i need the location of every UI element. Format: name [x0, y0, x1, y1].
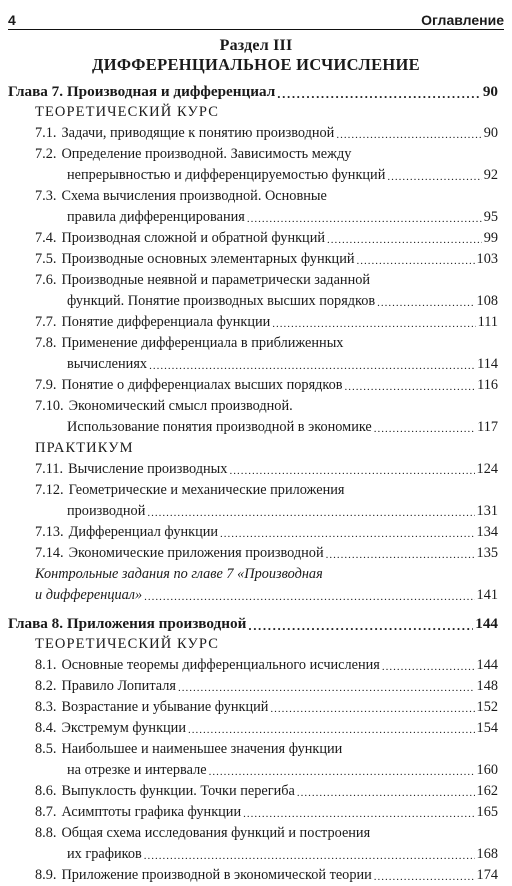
page-ref: 117	[477, 419, 498, 435]
toc-entry-7-3-cont[interactable]	[8, 207, 498, 228]
entry-title: Возрастание и убывание функций	[61, 699, 269, 715]
page-ref: 141	[476, 587, 498, 603]
control-tasks-entry[interactable]	[8, 564, 498, 585]
dot-leader	[220, 526, 475, 543]
entry-title: Производные основных элементарных функций	[61, 251, 355, 267]
dot-leader	[374, 869, 475, 886]
toc-entry-7-11[interactable]	[8, 459, 498, 480]
toc-entry-8-6[interactable]	[8, 781, 498, 802]
entry-number: 7.14.	[35, 545, 64, 561]
part-heading-practice: ПРАКТИКУМ	[35, 440, 134, 456]
entry-title: Основные теоремы дифференциального исчисления	[61, 657, 380, 673]
entry-number: 7.9.	[35, 377, 57, 393]
dot-leader	[144, 589, 474, 606]
page-ref: 168	[476, 846, 498, 862]
entry-title-cont: правила дифференцирования	[67, 209, 245, 225]
section-number: Раздел III	[219, 37, 293, 54]
running-title: Оглавление	[421, 12, 504, 28]
page-ref: 134	[476, 524, 498, 540]
page-ref: 144	[476, 657, 498, 673]
toc-entry-7-10[interactable]	[8, 396, 498, 417]
entry-number: 7.7.	[35, 314, 57, 330]
entry-title: Выпуклость функции. Точки перегиба	[61, 783, 295, 799]
entry-title: Определение производной. Зависимость между	[61, 146, 352, 162]
part-heading-theory: ТЕОРЕТИЧЕСКИЙ КУРС	[35, 104, 219, 120]
entry-number: 8.6.	[35, 783, 57, 799]
entry-title-cont: непрерывностью и дифференцируемостью функций	[67, 167, 386, 183]
entry-title: Задачи, приводящие к понятию производной	[61, 125, 335, 141]
dot-leader	[243, 806, 474, 823]
page-ref: 111	[477, 314, 498, 330]
dot-leader	[387, 169, 481, 186]
page-ref: 95	[483, 209, 498, 225]
toc-entry-7-3[interactable]	[8, 186, 498, 207]
entry-title: Схема вычисления производной. Основные	[61, 188, 327, 204]
dot-leader	[272, 316, 475, 333]
toc-entry-7-8-cont[interactable]	[8, 354, 498, 375]
entry-title-cont: Использование понятия производной в экономике	[67, 419, 372, 435]
entry-number: 7.3.	[35, 188, 57, 204]
toc-entry-8-5[interactable]	[8, 739, 498, 760]
toc-entry-7-1[interactable]	[8, 123, 498, 144]
entry-title: Дифференциал функции	[68, 524, 219, 540]
page-ref: 165	[476, 804, 498, 820]
page-ref: 160	[476, 762, 498, 778]
toc-entry-8-8[interactable]	[8, 823, 498, 844]
page-ref: 103	[476, 251, 498, 267]
dot-leader	[374, 421, 475, 438]
toc-entry-7-4[interactable]	[8, 228, 498, 249]
entry-title: Приложение производной в экономической теории	[61, 867, 372, 883]
entry-number: 7.8.	[35, 335, 57, 351]
dot-leader	[247, 211, 482, 228]
dot-leader	[178, 680, 475, 697]
toc-entry-7-7[interactable]	[8, 312, 498, 333]
entry-number: 7.4.	[35, 230, 57, 246]
dot-leader	[229, 463, 474, 480]
page-number: 4	[8, 12, 16, 28]
toc-entry-7-5[interactable]	[8, 249, 498, 270]
toc-entry-8-7[interactable]	[8, 802, 498, 823]
dot-leader	[209, 764, 475, 781]
entry-title: Производная сложной и обратной функций	[61, 230, 326, 246]
entry-title: Вычисление производных	[68, 461, 228, 477]
entry-number: 8.8.	[35, 825, 57, 841]
entry-title: Наибольшее и наименьшее значения функции	[61, 741, 343, 757]
page-ref: 90	[483, 125, 498, 141]
toc-entry-7-13[interactable]	[8, 522, 498, 543]
part-heading-theory: ТЕОРЕТИЧЕСКИЙ КУРС	[35, 636, 219, 652]
entry-number: 7.11.	[35, 461, 64, 477]
section-title: ДИФФЕРЕНЦИАЛЬНОЕ ИСЧИСЛЕНИЕ	[92, 55, 420, 74]
entry-number: 7.5.	[35, 251, 57, 267]
running-header	[8, 6, 504, 28]
control-tasks-entry-cont[interactable]	[8, 585, 498, 606]
dot-leader	[144, 848, 475, 865]
dot-leader	[336, 127, 481, 144]
dot-leader	[149, 358, 475, 375]
toc-entry-8-3[interactable]	[8, 697, 498, 718]
control-tasks-title-cont: и дифференциал»	[35, 587, 143, 603]
dot-leader	[327, 232, 482, 249]
entry-title: Экстремум функции	[61, 720, 186, 736]
entry-title-cont: вычислениях	[67, 356, 148, 372]
toc-entry-8-1[interactable]	[8, 655, 498, 676]
control-tasks-title: Контрольные задания по главе 7 «Производная	[35, 566, 323, 582]
toc-entry-8-4[interactable]	[8, 718, 498, 739]
toc-entry-8-5-cont[interactable]	[8, 760, 498, 781]
entry-number: 8.7.	[35, 804, 57, 820]
page-ref: 99	[483, 230, 498, 246]
toc-entry-7-6[interactable]	[8, 270, 498, 291]
dot-leader	[270, 701, 474, 718]
dot-leader	[297, 785, 475, 802]
dot-leader	[277, 85, 481, 102]
entry-title: Общая схема исследования функций и построения	[61, 825, 371, 841]
dot-leader	[248, 617, 473, 634]
entry-title-cont: производной	[67, 503, 146, 519]
page-ref: 124	[476, 461, 498, 477]
entry-number: 7.13.	[35, 524, 64, 540]
dot-leader	[345, 379, 476, 396]
entry-title: Применение дифференциала в приближенных	[61, 335, 344, 351]
page-ref: 131	[476, 503, 498, 519]
entry-title-cont: их графиков	[67, 846, 142, 862]
entry-title-cont: функций. Понятие производных высших порядков	[67, 293, 376, 309]
chapter-7-entry[interactable]	[8, 80, 498, 102]
toc-entry-7-8[interactable]	[8, 333, 498, 354]
page-ref: 90	[482, 83, 498, 100]
dot-leader	[326, 547, 475, 564]
toc-entry-7-12-cont[interactable]	[8, 501, 498, 522]
page-ref: 135	[476, 545, 498, 561]
entry-title: Понятие о дифференциалах высших порядков	[61, 377, 343, 393]
entry-title: Правило Лопиталя	[61, 678, 176, 694]
page-ref: 152	[476, 699, 498, 715]
entry-title: Понятие дифференциала функции	[61, 314, 271, 330]
page-ref: 148	[476, 678, 498, 694]
toc-entry-7-6-cont[interactable]	[8, 291, 498, 312]
page-ref: 174	[476, 867, 498, 883]
entry-number: 7.6.	[35, 272, 57, 288]
entry-number: 7.1.	[35, 125, 57, 141]
dot-leader	[382, 659, 475, 676]
entry-title: Экономический смысл производной.	[68, 398, 293, 414]
page-ref: 92	[483, 167, 498, 183]
toc-entry-7-14[interactable]	[8, 543, 498, 564]
entry-title: Производные неявной и параметрически заданной	[61, 272, 371, 288]
page-ref: 162	[476, 783, 498, 799]
page-ref: 154	[476, 720, 498, 736]
entry-title: Экономические приложения производной	[68, 545, 324, 561]
entry-number: 8.5.	[35, 741, 57, 757]
entry-number: 7.2.	[35, 146, 57, 162]
toc-entry-7-12[interactable]	[8, 480, 498, 501]
entry-number: 8.9.	[35, 867, 57, 883]
entry-title: Геометрические и механические приложения	[68, 482, 345, 498]
toc-entry-7-9[interactable]	[8, 375, 498, 396]
page-ref: 114	[477, 356, 498, 372]
dot-leader	[147, 505, 474, 522]
toc-entry-8-8-cont[interactable]	[8, 844, 498, 865]
toc-entry-7-10-cont[interactable]	[8, 417, 498, 438]
page-ref: 108	[476, 293, 498, 309]
toc-entry-7-2[interactable]	[8, 144, 498, 165]
entry-number: 7.12.	[35, 482, 64, 498]
entry-number: 8.1.	[35, 657, 57, 673]
table-of-contents	[8, 80, 498, 886]
entry-number: 8.3.	[35, 699, 57, 715]
chapter-8-entry[interactable]	[8, 612, 498, 634]
entry-title-cont: на отрезке и интервале	[67, 762, 207, 778]
page-ref: 116	[477, 377, 498, 393]
toc-entry-7-2-cont[interactable]	[8, 165, 498, 186]
entry-number: 8.4.	[35, 720, 57, 736]
toc-entry-8-2[interactable]	[8, 676, 498, 697]
entry-number: 7.10.	[35, 398, 64, 414]
dot-leader	[377, 295, 474, 312]
dot-leader	[188, 722, 475, 739]
toc-entry-8-9[interactable]	[8, 865, 498, 886]
chapter-title: Глава 8. Приложения производной	[8, 615, 247, 632]
chapter-title: Глава 7. Производная и дифференциал	[8, 83, 276, 100]
header-rule	[8, 29, 504, 30]
entry-number: 8.2.	[35, 678, 57, 694]
page-ref: 144	[475, 615, 498, 632]
entry-title: Асимптоты графика функции	[61, 804, 242, 820]
dot-leader	[357, 253, 475, 270]
